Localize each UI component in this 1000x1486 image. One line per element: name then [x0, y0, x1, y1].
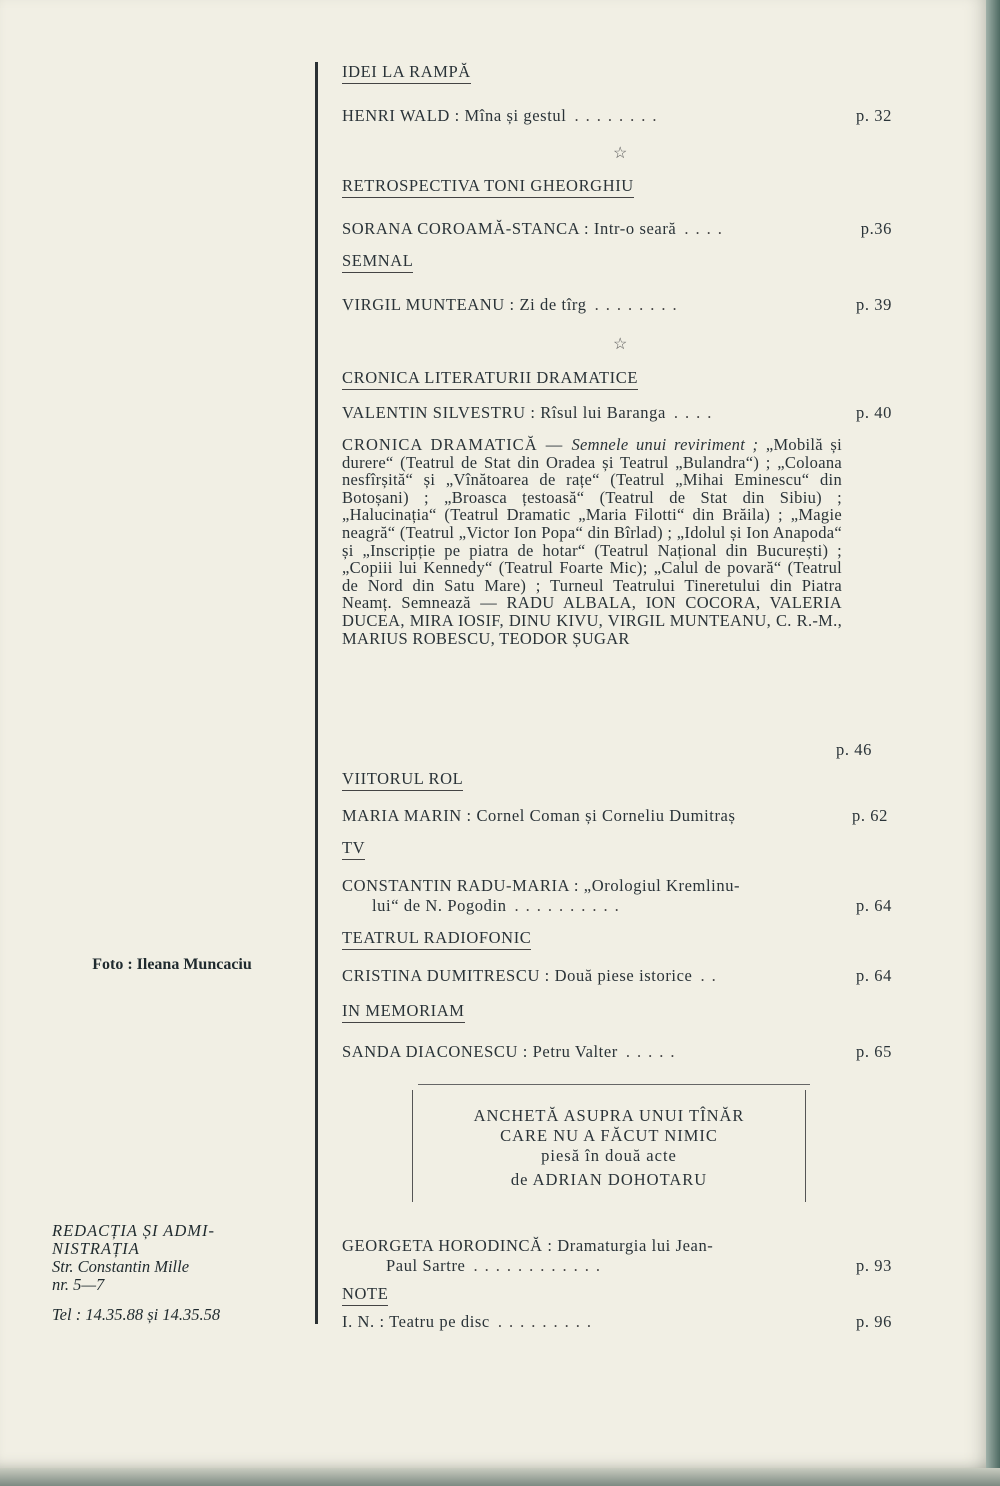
address-number: nr. 5—7 [52, 1275, 105, 1294]
binding-edge [986, 0, 1000, 1486]
play-title-line1: ANCHETĂ ASUPRA UNUI TÎNĂR [473, 1106, 745, 1125]
section-retrospectiva: RETROSPECTIVA TONI GHEORGHIU [342, 176, 892, 198]
toc-entry-diaconescu[interactable]: SANDA DIACONESCU : Petru Valter ..... p. 65 [342, 1042, 892, 1061]
section-idei-la-rampa: IDEI LA RAMPĂ [342, 62, 892, 84]
toc-entry-radu-maria[interactable]: CONSTANTIN RADU-MARIA : „Orologiul Kremlinu- lui“ de N. Pogodin .......... p. 64 [342, 876, 892, 915]
section-cronica-literaturii: CRONICA LITERATURII DRAMATICE [342, 368, 892, 390]
toc-entry-coroama[interactable]: SORANA COROAMĂ-STANCA : Intr-o seară .... p.36 [342, 219, 892, 238]
play-title-line2: CARE NU A FĂCUT NIMIC [500, 1126, 718, 1145]
section-tv: TV [342, 838, 892, 860]
toc-entry-dumitrescu[interactable]: CRISTINA DUMITRESCU : Două piese istorice .. p. 64 [342, 966, 892, 985]
toc-entry-wald[interactable]: HENRI WALD : Mîna și gestul ........ p. 32 [342, 106, 892, 125]
toc-entry-marin[interactable]: MARIA MARIN : Cornel Coman și Corneliu Dumitraș p. 62 [342, 806, 888, 825]
featured-play-box[interactable] [412, 1090, 806, 1202]
editorial-info [52, 1222, 292, 1324]
star-icon: ☆ [613, 336, 628, 353]
column-divider [315, 62, 318, 1324]
section-note: NOTE [342, 1284, 892, 1306]
toc-entry-horodinca[interactable]: GEORGETA HORODINCĂ : Dramaturgia lui Jean- Paul Sartre ............ p. 93 [342, 1236, 892, 1275]
phone-numbers: Tel : 14.35.88 și 14.35.58 [52, 1305, 221, 1324]
photo-credit: Foto : Ileana Muncaciu [92, 956, 252, 973]
play-author: de ADRIAN DOHOTARU [510, 1170, 708, 1189]
section-semnal: SEMNAL [342, 251, 892, 273]
section-in-memoriam: IN MEMORIAM [342, 1001, 892, 1023]
page-bottom-edge [0, 1468, 1000, 1486]
toc-entry-cronica-dramatica[interactable]: CRONICA DRAMATICĂ — Semnele unui reviriment ; „Mobilă și durere“ (Teatrul de Stat din Oradea și Teatrul „Bulandra“) ; „Coloana nesfîrșită“ și „Vînătoarea de rațe“ (Teatrul „Mihai Eminescu“ din Botoșani) ; „Broasca țestoasă“ (Teatrul de Stat din Sibiu) ; „Halucinația“ (Teatrul Dramatic „Maria Filotti“ din Brăila) ; „Magie neagră“ (Teatrul „Victor Ion Popa“ din Bîrlad) ; „Idolul și Ion Anapoda“ și „Inscripție pe piatra de hotar“ (Teatrul Național din București) ; „Copiii lui Kennedy“ (Teatrul Foarte Mic); „Calul de povară“ (Teatrul de Nord din Satu Mare) ; Turneul Teatrului Tineretului din Piatra Neamț. Semnează — RADU ALBALA, ION COCORA, VALERIA DUCEA, MIRA IOSIF, DINU KIVU, VIRGIL MUNTEANU, C. R.-M., MARIUS ROBESCU, TEODOR ȘUGAR [342, 435, 842, 648]
play-subtitle: piesă în două acte [541, 1146, 677, 1165]
page-number: p. 46 [836, 740, 872, 759]
toc-entry-silvestru[interactable]: VALENTIN SILVESTRU : Rîsul lui Baranga .... p. 40 [342, 403, 892, 422]
section-teatrul-radiofonic: TEATRUL RADIOFONIC [342, 928, 892, 950]
redactia-title: REDACȚIA ȘI ADMI- NISTRAȚIA [52, 1221, 216, 1258]
star-icon: ☆ [613, 145, 628, 162]
box-top-rule [418, 1084, 810, 1085]
toc-entry-munteanu[interactable]: VIRGIL MUNTEANU : Zi de tîrg ........ p. 39 [342, 295, 892, 314]
section-viitorul-rol: VIITORUL ROL [342, 769, 892, 791]
toc-entry-in[interactable]: I. N. : Teatru pe disc ......... p. 96 [342, 1312, 892, 1331]
address-line: Str. Constantin Mille [52, 1257, 190, 1276]
